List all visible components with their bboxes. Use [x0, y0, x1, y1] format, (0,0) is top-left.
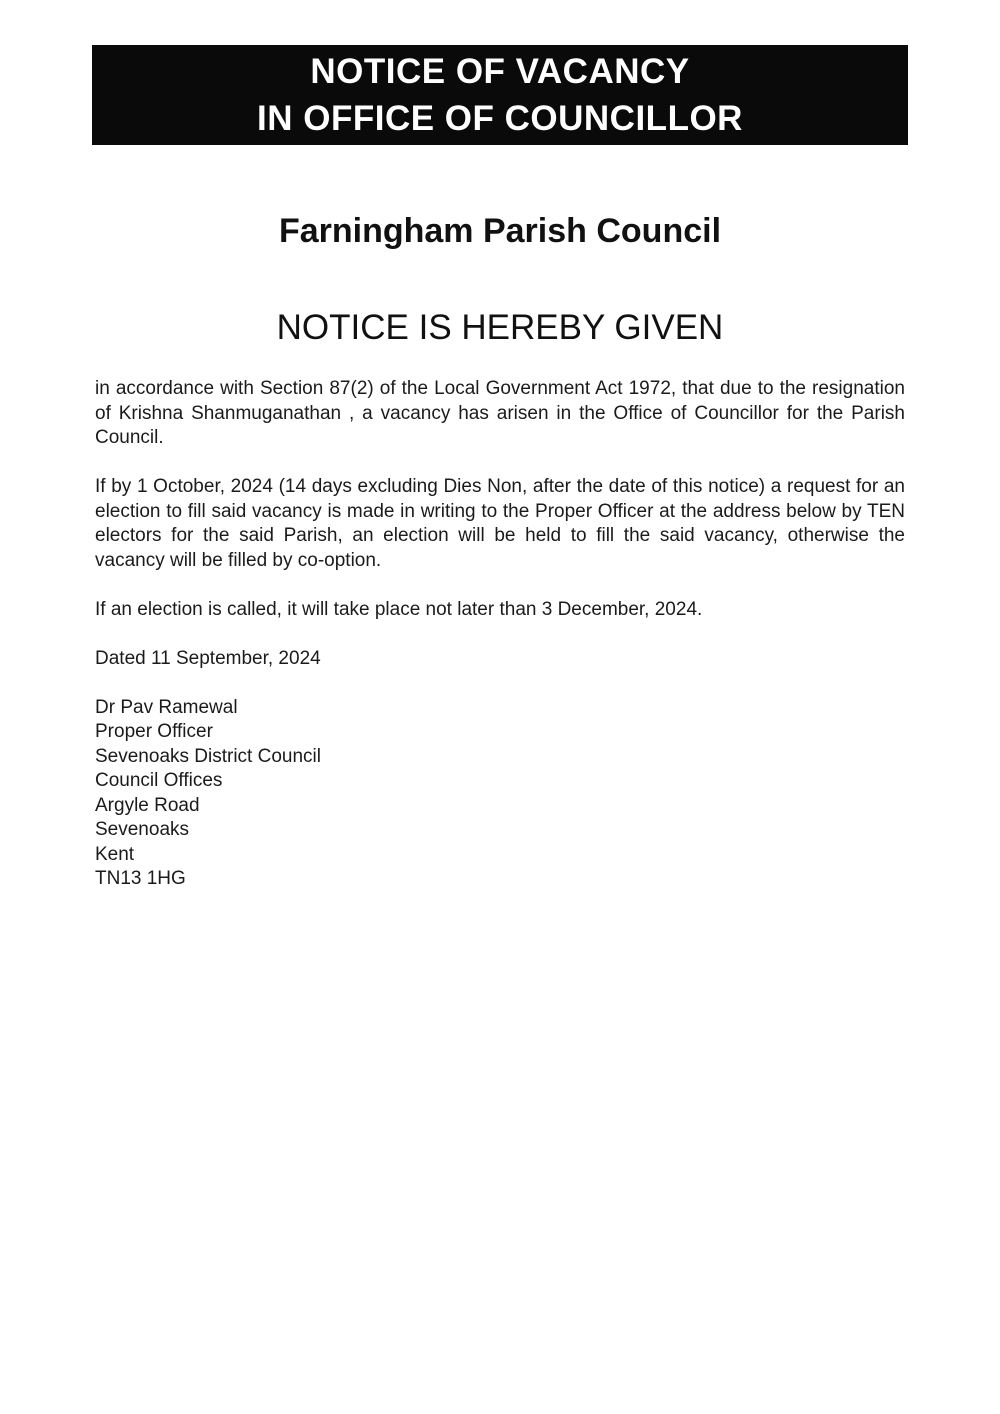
- notice-banner: [92, 45, 908, 145]
- signatory-name: Dr Pav Ramewal: [95, 696, 238, 718]
- signatory-role: Proper Officer: [95, 721, 213, 742]
- signature-block: [95, 696, 905, 892]
- council-title: Farningham Parish Council: [278, 212, 722, 250]
- address-line-postcode: TN13 1HG: [95, 868, 186, 889]
- banner-title-line-1: NOTICE OF VACANCY: [310, 52, 690, 91]
- address-line-council: Sevenoaks District Council: [95, 745, 321, 767]
- paragraph-election-date: If an election is called, it will take place not later than 3 December, 2024.: [95, 598, 703, 620]
- notice-body: [95, 377, 905, 892]
- paragraph-accordance: in accordance with Section 87(2) of the Local Government Act 1972, that due to the resignation of Krishna Shanmuganathan , a vacancy has arisen in the Office of Councillor for the Parish Council.: [95, 378, 905, 448]
- address-line-offices: Council Offices: [95, 770, 223, 791]
- address-line-town: Sevenoaks: [95, 819, 190, 840]
- notice-heading: NOTICE IS HEREBY GIVEN: [276, 308, 724, 347]
- paragraph-election-request: If by 1 October, 2024 (14 days excluding Dies Non, after the date of this notice) a request for an election to fill said vacancy is made in writing to the Proper Officer at the address below by TEN electors for the said Parish, an election will be held to fill the said vacancy, otherwise the vacancy will be filled by co-option.: [95, 476, 905, 571]
- banner-title-line-2: IN OFFICE OF COUNCILLOR: [257, 99, 743, 138]
- address-line-road: Argyle Road: [95, 794, 200, 816]
- dated-line: Dated 11 September, 2024: [95, 647, 321, 669]
- address-line-county: Kent: [95, 843, 135, 865]
